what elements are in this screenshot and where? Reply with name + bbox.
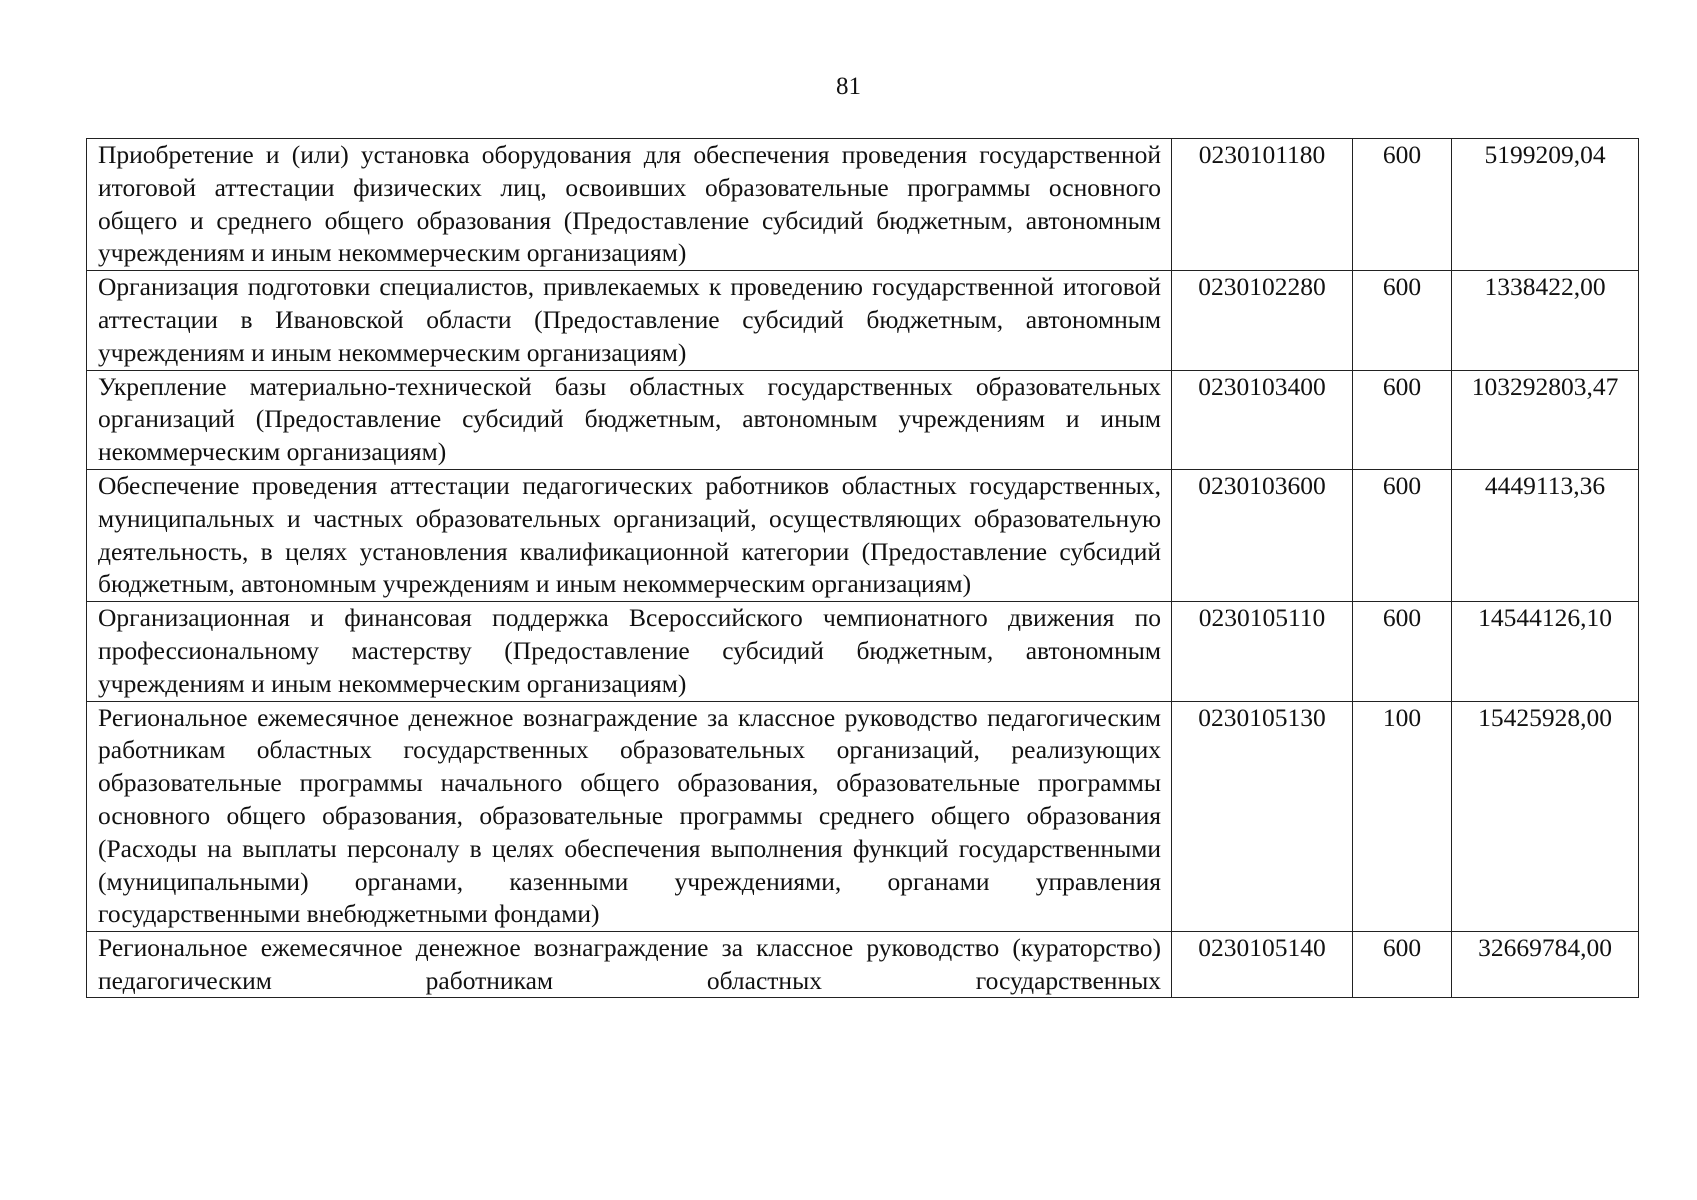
row-description: Приобретение и (или) установка оборудования для обеспечения проведения государственной итоговой аттестации физических лиц, освоивших образовательные программы основного общего и среднего общего образования (Предоставление субсидий бюджетным, автономным учреждениям и иным некоммерческим организациям) <box>87 139 1172 271</box>
table-row <box>87 139 1639 271</box>
row-description: Обеспечение проведения аттестации педагогических работников областных государственных, муниципальных и частных образовательных организаций, осуществляющих образовательную деятельность, в целях установления квалификационной категории (Предоставление субсидий бюджетным, автономным учреждениям и иным некоммерческим организациям) <box>87 469 1172 601</box>
table-row <box>87 701 1639 932</box>
budget-table <box>86 138 1639 998</box>
row-target-code: 0230103600 <box>1172 469 1353 601</box>
row-expense-type: 600 <box>1353 370 1452 469</box>
table-row <box>87 370 1639 469</box>
row-description: Организация подготовки специалистов, привлекаемых к проведению государственной итоговой аттестации в Ивановской области (Предоставление субсидий бюджетным, автономным учреждениям и иным некоммерческим организациям) <box>87 271 1172 370</box>
table-row <box>87 602 1639 701</box>
row-description: Региональное ежемесячное денежное вознаграждение за классное руководство педагогическим работникам областных государственных образовательных организаций, реализующих образовательные программы начального общего образования, образовательные программы основного общего образования, образовательные программы среднего общего образования (Расходы на выплаты персоналу в целях обеспечения выполнения функций государственными (муниципальными) органами, казенными учреждениями, органами управления государственными внебюджетными фондами) <box>87 701 1172 932</box>
table-row <box>87 271 1639 370</box>
row-target-code: 0230105130 <box>1172 701 1353 932</box>
row-amount: 1338422,00 <box>1452 271 1639 370</box>
row-description: Укрепление материально-технической базы областных государственных образовательных организаций (Предоставление субсидий бюджетным, автономным учреждениям и иным некоммерческим организациям) <box>87 370 1172 469</box>
table-row <box>87 469 1639 601</box>
row-expense-type: 600 <box>1353 271 1452 370</box>
row-description: Организационная и финансовая поддержка Всероссийского чемпионатного движения по профессиональному мастерству (Предоставление субсидий бюджетным, автономным учреждениям и иным некоммерческим организациям) <box>87 602 1172 701</box>
row-target-code: 0230102280 <box>1172 271 1353 370</box>
row-target-code: 0230105110 <box>1172 602 1353 701</box>
row-amount: 15425928,00 <box>1452 701 1639 932</box>
table-row <box>87 932 1639 998</box>
row-expense-type: 100 <box>1353 701 1452 932</box>
row-expense-type: 600 <box>1353 932 1452 998</box>
row-expense-type: 600 <box>1353 602 1452 701</box>
row-expense-type: 600 <box>1353 139 1452 271</box>
row-amount: 14544126,10 <box>1452 602 1639 701</box>
row-amount: 103292803,47 <box>1452 370 1639 469</box>
row-amount: 5199209,04 <box>1452 139 1639 271</box>
row-target-code: 0230105140 <box>1172 932 1353 998</box>
row-description: Региональное ежемесячное денежное вознаграждение за классное руководство (кураторство) педагогическим работникам областных государственных <box>98 933 1161 995</box>
page-number: 81 <box>836 73 861 100</box>
row-amount: 4449113,36 <box>1452 469 1639 601</box>
row-description-cell <box>87 932 1172 998</box>
row-expense-type: 600 <box>1353 469 1452 601</box>
row-target-code: 0230103400 <box>1172 370 1353 469</box>
row-target-code: 0230101180 <box>1172 139 1353 271</box>
row-amount: 32669784,00 <box>1452 932 1639 998</box>
